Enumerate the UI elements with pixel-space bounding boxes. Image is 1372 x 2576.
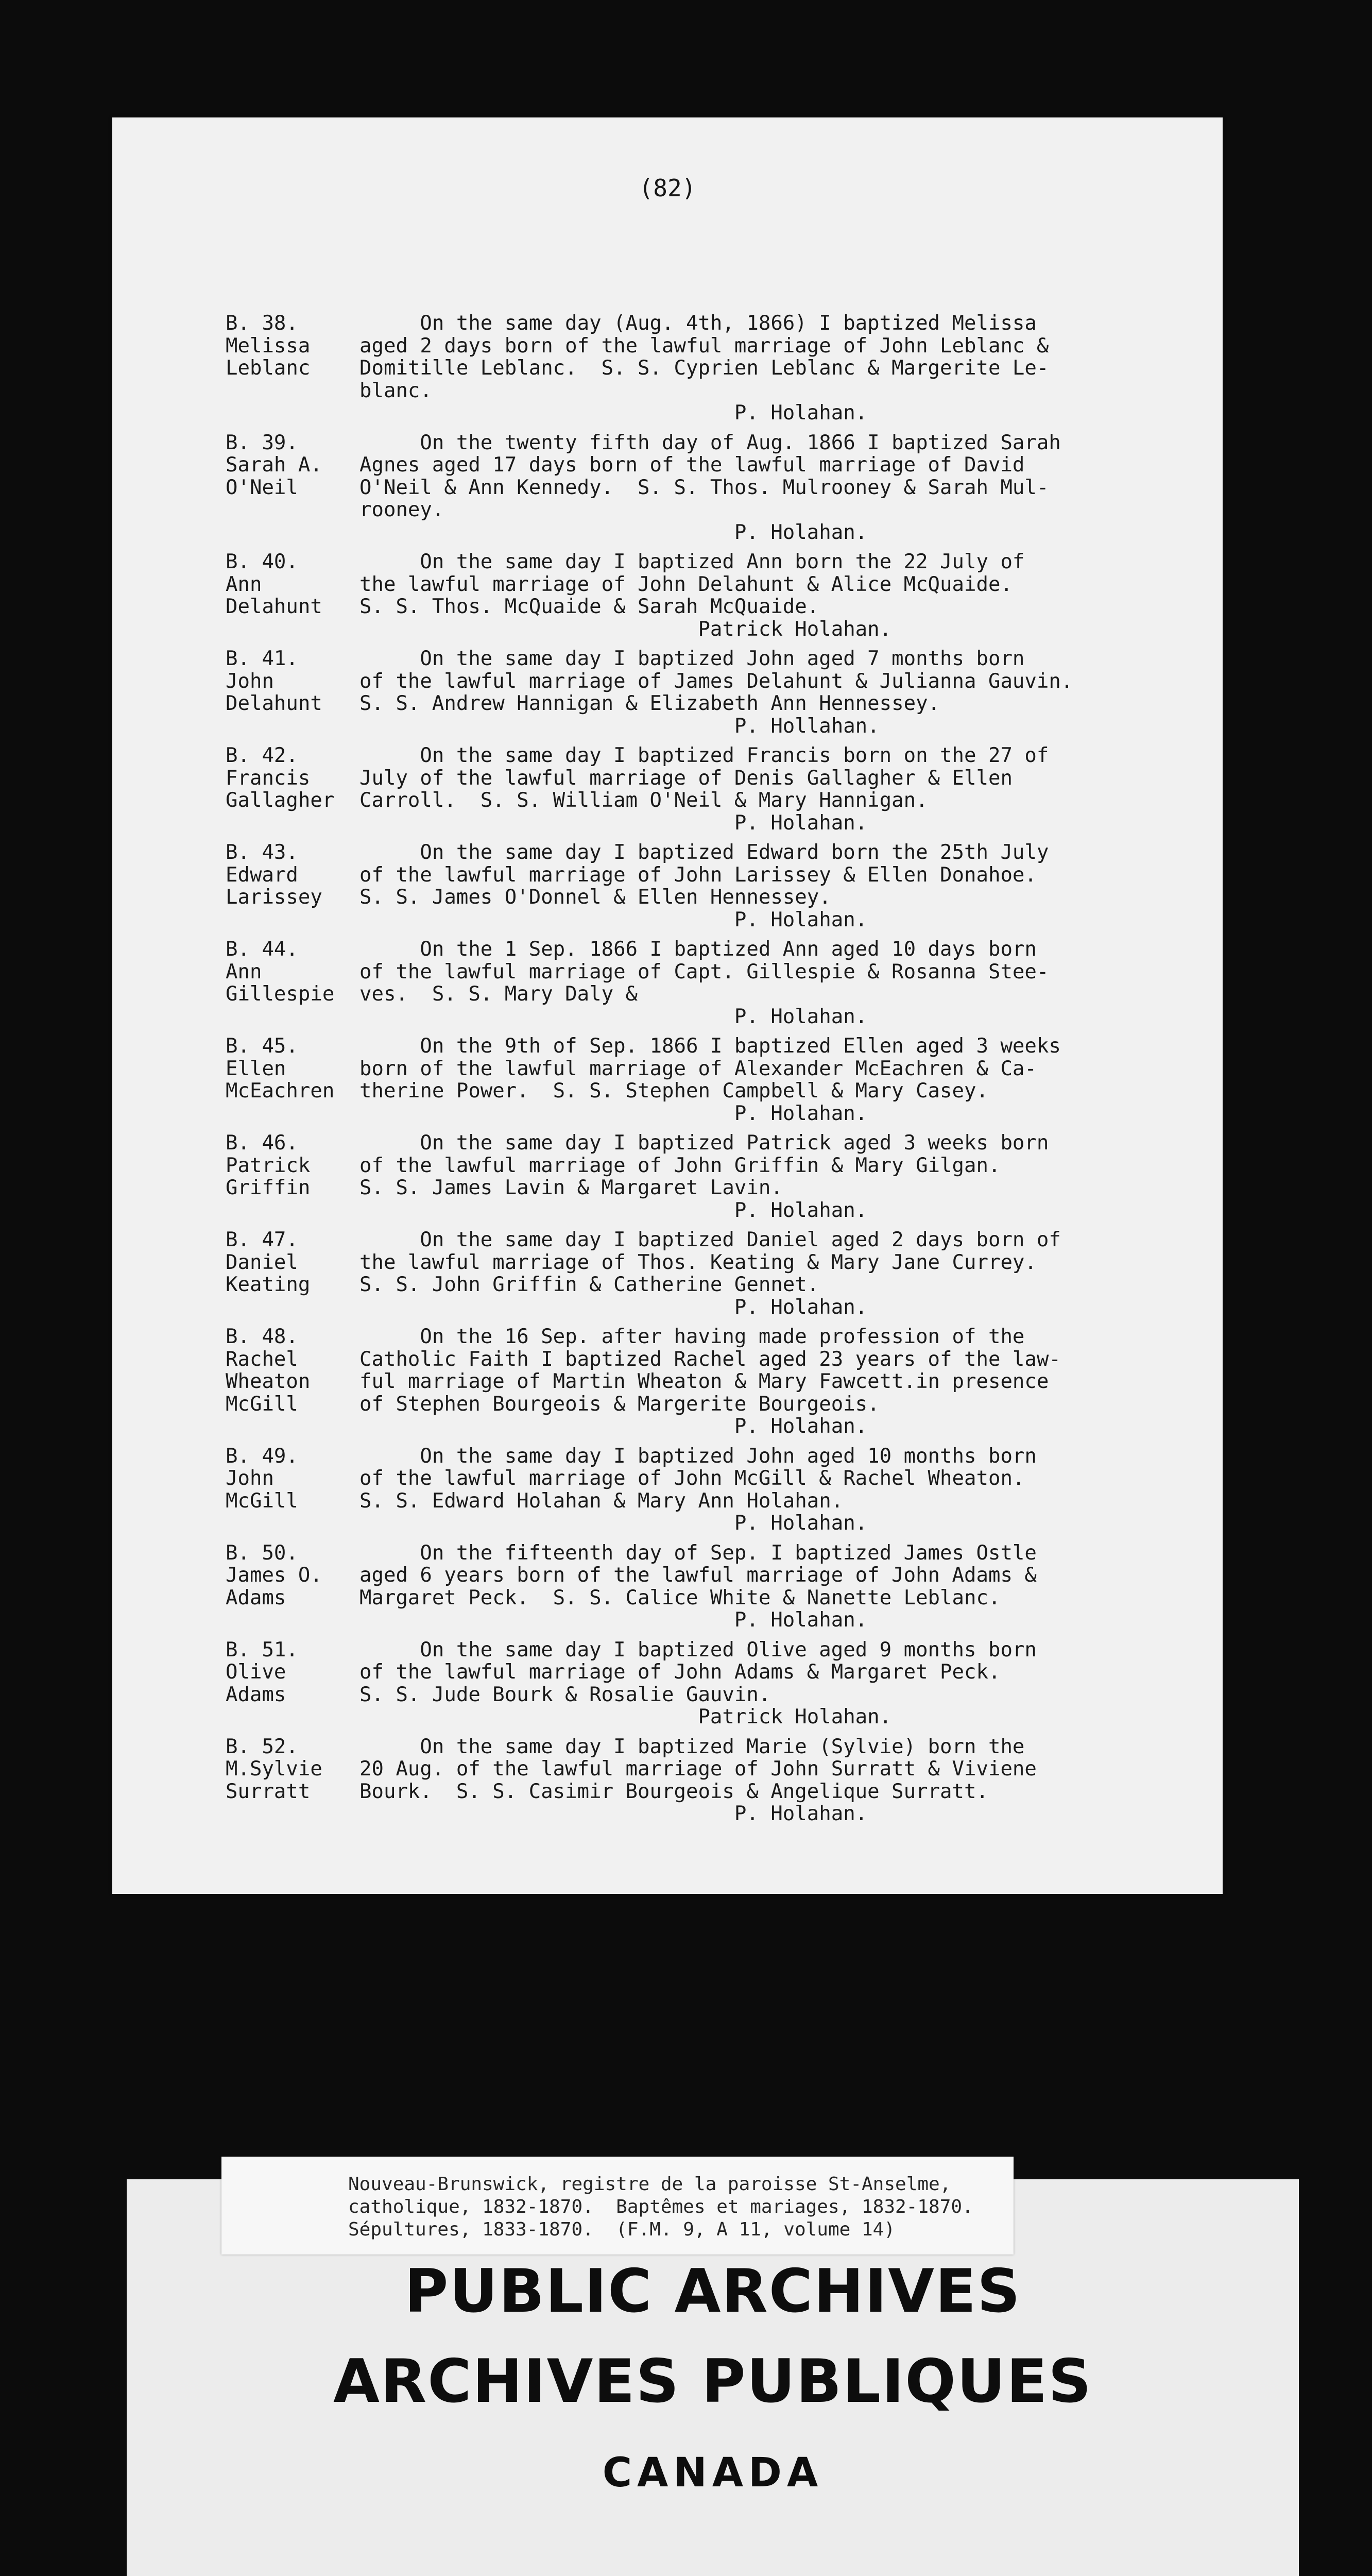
entry-text-line: On the 1 Sep. 1866 I baptized Ann aged 10 days born bbox=[359, 938, 1037, 961]
entry-text-line: of Stephen Bourgeois & Margerite Bourgeois. bbox=[359, 1392, 880, 1416]
entry-body bbox=[359, 1229, 1194, 1318]
entry-text-line: On the same day I baptized Olive aged 9 months born bbox=[359, 1638, 1037, 1662]
entry-body bbox=[359, 648, 1194, 737]
entry-text-line: therine Power. S. S. Stephen Campbell & Mary Casey. bbox=[359, 1079, 988, 1103]
entry-text-line: On the same day I baptized Daniel aged 2 days born of bbox=[359, 1228, 1061, 1251]
source-label-line: catholique, 1832-1870. Baptêmes et mariages, 1832-1870. bbox=[348, 2196, 973, 2217]
entry-label: B. 52. M.Sylvie Surratt bbox=[226, 1735, 322, 1803]
baptism-entry bbox=[226, 1736, 1194, 1825]
entry-text-line: Catholic Faith I baptized Rachel aged 23 years of the law- bbox=[359, 1347, 1061, 1371]
entry-label: B. 39. Sarah A. O'Neil bbox=[226, 431, 322, 499]
entry-text-line: On the same day I baptized Edward born the 25th July bbox=[359, 841, 1049, 864]
entry-text-line: of the lawful marriage of John Griffin & Mary Gilgan. bbox=[359, 1154, 1001, 1177]
entry-label: B. 44. Ann Gillespie bbox=[226, 938, 335, 1006]
entry-text-line: On the same day I baptized Patrick aged 3 weeks born bbox=[359, 1131, 1049, 1155]
entry-label: B. 43. Edward Larissey bbox=[226, 841, 322, 909]
entry-text-line: S. S. Andrew Hannigan & Elizabeth Ann Hennessey. bbox=[359, 692, 940, 715]
entry-text-line: On the fifteenth day of Sep. I baptized James Ostle bbox=[359, 1541, 1037, 1565]
entry-text-line: of the lawful marriage of John Larissey & Ellen Donahoe. bbox=[359, 863, 1037, 887]
entry-body bbox=[359, 1542, 1194, 1632]
entry-label: B. 48. Rachel Wheaton McGill bbox=[226, 1325, 311, 1416]
entry-body bbox=[359, 841, 1194, 931]
entry-label: B. 50. James O. Adams bbox=[226, 1541, 322, 1609]
source-label-line: Sépultures, 1833-1870. (F.M. 9, A 11, volume 14) bbox=[348, 2219, 896, 2240]
entry-body bbox=[359, 1132, 1194, 1222]
entry-label: B. 51. Olive Adams bbox=[226, 1638, 298, 1706]
baptism-entry bbox=[226, 648, 1194, 737]
entry-signature: P. Holahan. bbox=[359, 520, 868, 544]
entry-text-line: O'Neil & Ann Kennedy. S. S. Thos. Mulrooney & Sarah Mul- bbox=[359, 476, 1049, 499]
entry-signature: P. Holahan. bbox=[359, 811, 868, 835]
entry-signature: P. Holahan. bbox=[359, 401, 868, 425]
entry-text-line: of the lawful marriage of James Delahunt & Julianna Gauvin. bbox=[359, 669, 1073, 693]
entry-body bbox=[359, 432, 1194, 544]
entry-text-line: rooney. bbox=[359, 498, 444, 521]
entry-label: B. 41. John Delahunt bbox=[226, 647, 322, 715]
baptism-entry bbox=[226, 841, 1194, 931]
entry-signature: Patrick Holahan. bbox=[359, 617, 892, 641]
baptism-entry bbox=[226, 1639, 1194, 1728]
entry-text-line: On the same day I baptized Ann born the 22 July of bbox=[359, 550, 1025, 573]
entry-body bbox=[359, 1736, 1194, 1825]
entry-text-line: S. S. Jude Bourk & Rosalie Gauvin. bbox=[359, 1683, 771, 1706]
entry-text-line: of the lawful marriage of Capt. Gillespie & Rosanna Stee- bbox=[359, 960, 1049, 984]
baptism-entry bbox=[226, 938, 1194, 1028]
entry-text-line: Domitille Leblanc. S. S. Cyprien Leblanc & Margerite Le- bbox=[359, 357, 1049, 380]
entry-text-line: S. S. John Griffin & Catherine Gennet. bbox=[359, 1273, 819, 1296]
entry-text-line: the lawful marriage of Thos. Keating & Mary Jane Currey. bbox=[359, 1250, 1037, 1274]
archives-country: CANADA bbox=[602, 2450, 824, 2496]
entry-text-line: 20 Aug. of the lawful marriage of John Surratt & Viviene bbox=[359, 1757, 1037, 1781]
entry-text-line: ful marriage of Martin Wheaton & Mary Fawcett.in presence bbox=[359, 1370, 1049, 1393]
entry-signature: P. Holahan. bbox=[359, 1295, 868, 1319]
baptism-entry bbox=[226, 1326, 1194, 1438]
archives-title-english: PUBLIC ARCHIVES bbox=[404, 2257, 1021, 2326]
entry-text-line: Margaret Peck. S. S. Calice White & Nanette Leblanc. bbox=[359, 1586, 1001, 1609]
entry-text-line: On the same day I baptized Marie (Sylvie) born the bbox=[359, 1735, 1025, 1758]
entry-body bbox=[359, 1326, 1194, 1438]
entry-signature: P. Holahan. bbox=[359, 1198, 868, 1222]
entry-text-line: Agnes aged 17 days born of the lawful marriage of David bbox=[359, 453, 1025, 477]
entry-text-line: On the same day I baptized Francis born on the 27 of bbox=[359, 744, 1049, 767]
entry-text-line: Carroll. S. S. William O'Neil & Mary Hannigan. bbox=[359, 789, 928, 812]
entry-body bbox=[359, 744, 1194, 834]
entry-text-line: Bourk. S. S. Casimir Bourgeois & Angelique Surratt. bbox=[359, 1780, 988, 1803]
entry-signature: Patrick Holahan. bbox=[359, 1705, 892, 1728]
baptism-entry bbox=[226, 551, 1194, 640]
entry-signature: P. Hollahan. bbox=[359, 714, 880, 738]
entry-text-line: of the lawful marriage of John McGill & Rachel Wheaton. bbox=[359, 1467, 1025, 1490]
entry-text-line: On the 16 Sep. after having made profession of the bbox=[359, 1325, 1025, 1348]
baptism-entry bbox=[226, 1229, 1194, 1318]
source-label bbox=[221, 2157, 1014, 2255]
baptism-entry bbox=[226, 1132, 1194, 1222]
entry-signature: P. Holahan. bbox=[359, 1512, 868, 1535]
baptism-entries bbox=[226, 312, 1194, 1825]
entry-label: B. 47. Daniel Keating bbox=[226, 1228, 311, 1296]
entry-body bbox=[359, 312, 1194, 425]
entry-signature: P. Holahan. bbox=[359, 1415, 868, 1438]
entry-text-line: born of the lawful marriage of Alexander McEachren & Ca- bbox=[359, 1057, 1037, 1080]
entry-body bbox=[359, 938, 1194, 1028]
entry-body bbox=[359, 1445, 1194, 1535]
entry-label: B. 42. Francis Gallagher bbox=[226, 744, 335, 812]
entry-text-line: S. S. Thos. McQuaide & Sarah McQuaide. bbox=[359, 595, 819, 618]
entry-text-line: of the lawful marriage of John Adams & Margaret Peck. bbox=[359, 1660, 1001, 1684]
register-page bbox=[112, 117, 1223, 1894]
entry-text-line: On the twenty fifth day of Aug. 1866 I baptized Sarah bbox=[359, 431, 1061, 454]
entry-signature: P. Holahan. bbox=[359, 1101, 868, 1125]
baptism-entry bbox=[226, 1035, 1194, 1125]
page-number: (82) bbox=[639, 174, 696, 202]
entry-text-line: On the same day (Aug. 4th, 1866) I baptized Melissa bbox=[359, 312, 1037, 335]
baptism-entry bbox=[226, 1542, 1194, 1632]
entry-text-line: S. S. James Lavin & Margaret Lavin. bbox=[359, 1176, 783, 1199]
entry-signature: P. Holahan. bbox=[359, 1005, 868, 1028]
entry-text-line: On the same day I baptized John aged 7 months born bbox=[359, 647, 1025, 670]
entry-text-line: On the same day I baptized John aged 10 months born bbox=[359, 1444, 1037, 1468]
entry-text-line: ves. S. S. Mary Daly & bbox=[359, 982, 638, 1006]
entry-body bbox=[359, 1639, 1194, 1728]
source-label-line: Nouveau-Brunswick, registre de la paroisse St-Anselme, bbox=[348, 2174, 951, 2195]
archives-title-french: ARCHIVES PUBLIQUES bbox=[333, 2347, 1092, 2416]
entry-signature: P. Holahan. bbox=[359, 1608, 868, 1632]
entry-label: B. 46. Patrick Griffin bbox=[226, 1131, 311, 1199]
entry-text-line: S. S. James O'Donnel & Ellen Hennessey. bbox=[359, 886, 831, 909]
baptism-entry bbox=[226, 432, 1194, 544]
baptism-entry bbox=[226, 744, 1194, 834]
entry-text-line: S. S. Edward Holahan & Mary Ann Holahan. bbox=[359, 1489, 844, 1513]
entry-text-line: July of the lawful marriage of Denis Gallagher & Ellen bbox=[359, 766, 1013, 790]
entry-signature: P. Holahan. bbox=[359, 1802, 868, 1825]
entry-text-line: the lawful marriage of John Delahunt & Alice McQuaide. bbox=[359, 572, 1013, 596]
entry-label: B. 40. Ann Delahunt bbox=[226, 550, 322, 618]
entry-body bbox=[359, 1035, 1194, 1125]
entry-text-line: blanc. bbox=[359, 379, 432, 402]
entry-text-line: On the 9th of Sep. 1866 I baptized Ellen aged 3 weeks bbox=[359, 1035, 1061, 1058]
entry-label: B. 45. Ellen McEachren bbox=[226, 1035, 335, 1103]
entry-label: B. 38. Melissa Leblanc bbox=[226, 312, 311, 380]
baptism-entry bbox=[226, 1445, 1194, 1535]
baptism-entry bbox=[226, 312, 1194, 425]
entry-body bbox=[359, 551, 1194, 640]
entry-text-line: aged 6 years born of the lawful marriage of John Adams & bbox=[359, 1564, 1037, 1587]
entry-label: B. 49. John McGill bbox=[226, 1444, 298, 1513]
entry-text-line: aged 2 days born of the lawful marriage of John Leblanc & bbox=[359, 334, 1049, 358]
entry-signature: P. Holahan. bbox=[359, 908, 868, 931]
